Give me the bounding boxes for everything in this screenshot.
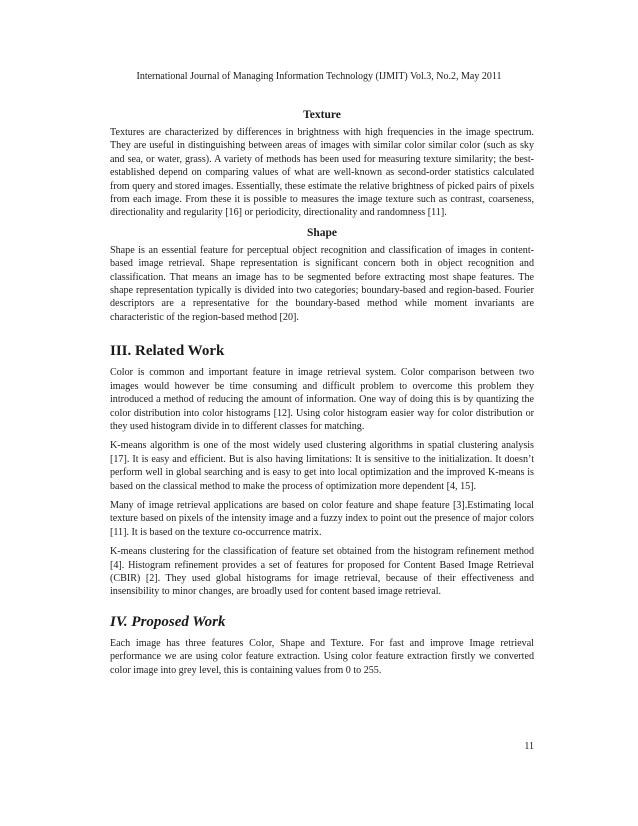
page-body [110, 108, 534, 683]
texture-heading: Texture [303, 109, 341, 121]
related-work-paragraph-4: K-means clustering for the classification of feature set obtained from the histogram refinement method [4]. Histogram refinement provides a set of features for proposed for Content Based Image Retrieval (CBIR) [2]. They used global histograms for image retrieval, because of their effectiveness and insensibility to minor changes, are broadly used for content based image retrieval. [110, 546, 534, 598]
related-work-paragraph-2: K-means algorithm is one of the most widely used clustering algorithms in spatial clustering analysis [17]. It is easy and efficient. But is also having limitations: It is sensitive to the initialization. It doesn’t perform well in global searching and is easy to get into local optimization and the improved K-means is based on the classical method to make the process of optimization more dependent [4, 15]. [110, 440, 534, 492]
related-work-heading: III. Related Work [110, 343, 225, 360]
proposed-work-paragraph: Each image has three features Color, Shape and Texture. For fast and improve Image retrieval performance we are using color feature extraction. Using color feature extraction firstly we converted color image into grey level, this is containing values from 0 to 255. [110, 637, 534, 676]
shape-heading: Shape [306, 226, 338, 239]
related-work-paragraph-3: Many of image retrieval applications are based on color feature and shape feature [3].Estimating local texture based on pixels of the intensity image and a fuzzy index to point out the presence of major colors [11]. It is based on the texture co-occurrence matrix. [110, 499, 534, 538]
texture-paragraph: Textures are characterized by differences in brightness with high frequencies in the image spectrum. They are useful in distinguishing between areas of images with similar color similar color (such as sky and sea, or water, grass). A variety of methods has been used for measuring texture similarity; the best- established depend on comparing values of what are well-known as second-order statistics calculated from query and stored images. Essentially, these estimate the relative brightness of picked pairs of pixels from each image. From these it is possible to measures the image texture such as contrast, coarseness, directionality and regularity [16] or periodicity, directionality and randomness [11]. [110, 127, 534, 219]
proposed-work-heading: IV. Proposed Work [110, 613, 226, 630]
related-work-paragraph-1: Color is common and important feature in image retrieval system. Color comparison between two images would however be time consuming and difficult problem to overcome this problem they introduced a method of reducing the amount of information. One way of doing this is by quantizing the color distribution into color histograms [12]. Using color histogram easier way for color distribution or they used histogram divide in to different classes for matching. [110, 367, 534, 432]
shape-paragraph: Shape is an essential feature for perceptual object recognition and classification of images in content-based image retrieval. Shape representation is significant concern both in object recognition and classification. That means an image has to be segmented before extracting most shape features. The shape representation typically is divided into two categories; boundary-based and region-based. Fourier descriptors are a representative for the boundary-based method while moment invariants are characteristic of the region-based method [20]. [110, 244, 534, 323]
running-header: International Journal of Managing Information Technology (IJMIT) Vol.3, No.2, May 2011 [136, 71, 502, 82]
page-number: 11 [524, 741, 534, 752]
